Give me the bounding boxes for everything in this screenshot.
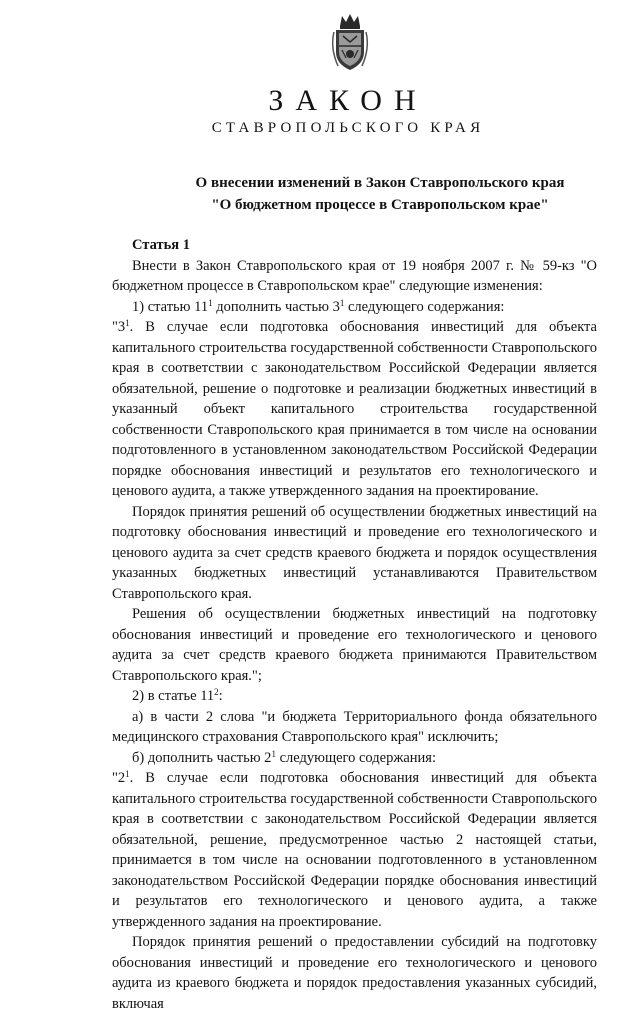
paragraph-5: Решения об осуществлении бюджетных инвестиций на подготовку обоснования инвестиций и проведение его технологического и ценового аудита за счет средств краевого бюджета принимаются Правительством Ставропольского края."; [112, 606, 597, 684]
paragraph-8: б) дополнить частью $2^1$ следующего содержания: [132, 748, 437, 766]
heading-line-2: "О бюджетном процессе в Ставропольском крае" [211, 197, 549, 213]
paragraph-10: Порядок принятия решений о предоставлении субсидий на подготовку обоснования инвестиций и проведение его технологического и ценового аудита из краевого бюджета и порядок предоставления указанных субсидий, включая [112, 934, 597, 1012]
law-subtitle: СТАВРОПОЛЬСКОГО КРАЯ [211, 120, 485, 136]
document-body [112, 235, 597, 1014]
paragraph-4: Порядок принятия решений об осуществлении бюджетных инвестиций на подготовку обоснования инвестиций и проведение его технологического и ценового аудита за счет средств краевого бюджета и порядок осуществления указанных бюджетных инвестиций устанавливаются Правительством Ставропольского края. [112, 503, 597, 602]
paragraph-9: "$2^1$. В случае если подготовка обоснования инвестиций для объекта капитального строительства государственной собственности Ставропольского края в соответствии с законодательством Российской Федерации является обязательной, решение, предусмотренное частью 2 настоящей статьи, принимается в том числе на основании подготовленного в установленном законодательством Российской Федерации порядке обоснования инвестиций и результатов его технологического и ценового аудита, а также утвержденного задания на проектирование. [112, 769, 597, 930]
paragraph-1: Внести в Закон Ставропольского края от 19 ноября 2007 г. № 59-кз "О бюджетном процессе в Ставропольском крае" следующие изменения: [112, 257, 597, 294]
paragraph-6: 2) в статье $11^2$: [132, 687, 223, 704]
law-title: ЗАКОН [268, 84, 428, 117]
heading-line-1: О внесении изменений в Закон Ставропольского края [195, 175, 565, 191]
paragraph-2: 1) статью $11^1$ дополнить частью $3^1$ следующего содержания: [132, 297, 505, 315]
paragraph-7: а) в части 2 слова "и бюджета Территориального фонда обязательного медицинского страхования Ставропольского края" исключить; [112, 708, 597, 745]
paragraph-3: "$3^1$. В случае если подготовка обоснования инвестиций для объекта капитального строительства государственной собственности Ставропольского края в соответствии с законодательством Российской Федерации является обязательной, решение о подготовке и реализации бюджетных инвестиций в указанный объект капитального строительства государственной собственности Ставропольского края принимается в том числе на основании подготовленного в установленном законодательством Российской Федерации порядке обоснования инвестиций и результатов его технологического и ценового аудита, а также утвержденного задания на проектирование. [112, 318, 597, 499]
coat-of-arms-icon [328, 12, 372, 74]
article-title: Статья 1 [132, 237, 190, 253]
document-heading [40, 172, 640, 216]
